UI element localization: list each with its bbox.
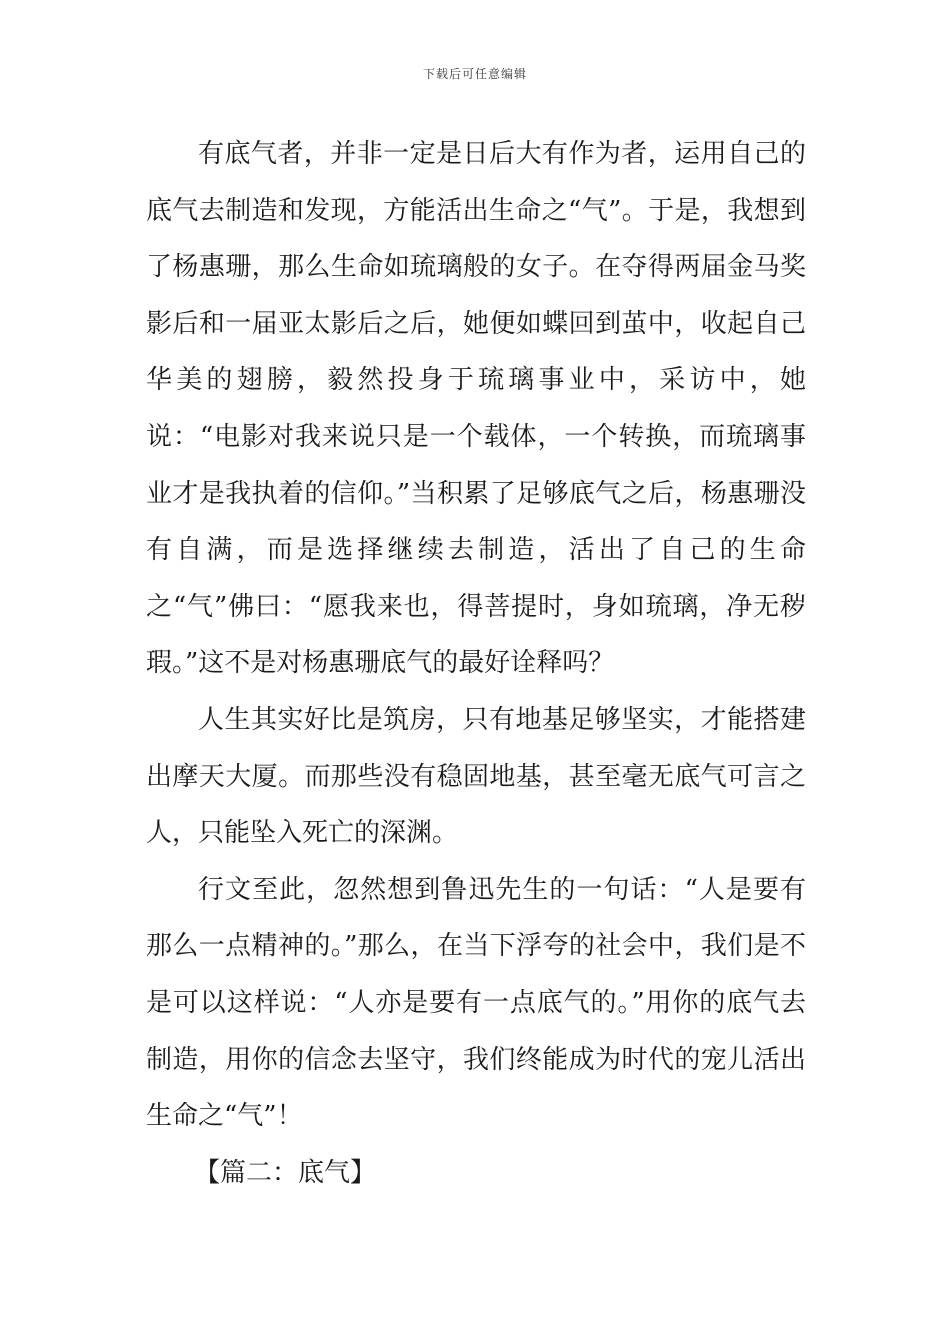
- paragraph-2: 人生其实好比是筑房，只有地基足够坚实，才能搭建出摩天大厦。而那些没有稳固地基，甚至毫无底气可言之人，只能坠入死亡的深渊。: [146, 704, 806, 849]
- document-body: [146, 126, 806, 1201]
- page-header: 下载后可任意编辑: [422, 67, 527, 81]
- paragraph-1: 有底气者，并非一定是日后大有作为者，运用自己的底气去制造和发现，方能活出生命之“气”。于是，我想到了杨惠珊，那么生命如琉璃般的女子。在夺得两届金马奖影后和一届亚太影后之后，她便如蝶回到茧中，收起自己华美的翅膀，毅然投身于琉璃事业中，采访中，她说：“电影对我来说只是一个载体，一个转换，而琉璃事业才是我执着的信仰。”当积累了足够底气之后，杨惠珊没有自满，而是选择继续去制造，活出了自己的生命之“气”佛曰：“愿我来也，得菩提时，身如琉璃，净无秽瑕。”这不是对杨惠珊底气的最好诠释吗？: [146, 139, 806, 679]
- paragraph-3: 行文至此，忽然想到鲁迅先生的一句话：“人是要有那么一点精神的。”那么，在当下浮夸的社会中，我们是不是可以这样说：“人亦是要有一点底气的。”用你的底气去制造，用你的信念去坚守，我们终能成为时代的宠儿活出生命之“气”！: [146, 874, 806, 1132]
- section-heading: 【篇二：底气】: [194, 1157, 377, 1188]
